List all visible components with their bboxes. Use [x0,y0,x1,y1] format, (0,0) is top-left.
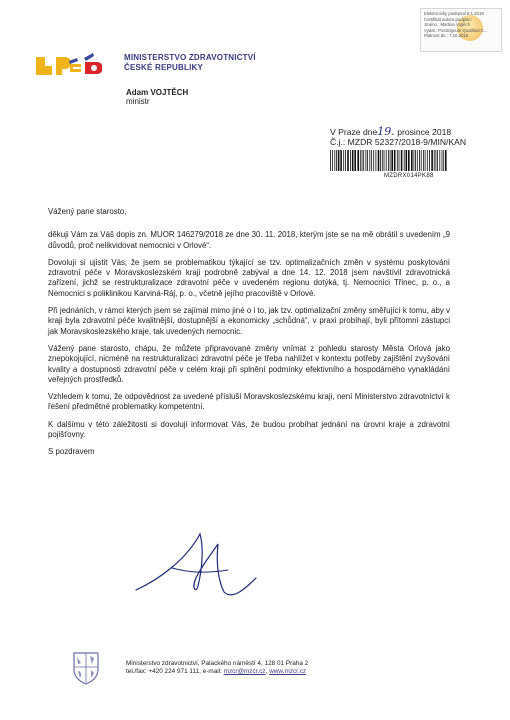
barcode-bar [330,150,331,171]
paragraph: Vzhledem k tomu, že odpovědnost za uvedené přísluší Moravskoslezskému kraji, není Ministerstvo zdravotnictví k řešení předmětné problematiky kompetentní. [48,392,450,412]
handwritten-signature [132,528,262,606]
footer-web-link[interactable]: www.mzcr.cz [269,668,307,675]
ministry-logo [36,51,102,75]
barcode-bar [415,150,416,171]
barcode-bar [399,150,400,171]
barcode-bar [369,150,370,171]
electronic-signature-stamp [420,8,502,52]
barcode-bar [394,150,396,171]
barcode-bar [343,150,344,171]
stamp-line: Certifikát autora podpisu: [424,16,472,22]
barcode-bar [347,150,349,171]
footer-contact [126,668,308,676]
barcode-bar [380,150,381,171]
barcode-bar [345,150,346,171]
paragraph: K dalšímu v této záležitosti si dovoluji informovat Vás, že budou probíhat jednání na úrovni kraje a zdravotní pojišťovny. [48,419,450,440]
letter-date [330,127,451,137]
barcode-bar [371,150,372,171]
barcode-bar [357,150,359,171]
reference-number: Č.j.: MZDR 52327/2018-9/MIN/KAN [330,137,467,147]
date-prefix: V Praze dne [330,127,378,137]
footer-address: Ministerstvo zdravotnictví, Palackého náměstí 4, 128 01 Praha 2 [126,660,309,667]
barcode-bar [437,150,438,171]
barcode-bar [338,150,340,171]
barcode-bar [436,150,437,171]
barcode-bar [340,150,342,171]
date-day-handwritten: 19. [377,125,395,138]
barcode-bar [421,150,422,171]
barcode-bar [443,150,444,171]
stamp-line: Platnost do : 7.10.2019 [424,33,469,39]
barcode-bar [442,150,443,171]
barcode-bar [366,150,367,171]
barcode-bar [429,150,430,171]
state-emblem-icon [72,651,100,685]
ministry-name [124,53,256,73]
stamp-line: Jméno : Martina Vojtěch [424,22,471,28]
barcode-bar [334,150,335,171]
barcode-bar [363,150,364,171]
barcode-bar [367,150,368,171]
barcode-bar [434,150,435,171]
stamp-line: Elektronicky podepsal 8.1.2019 [424,11,484,16]
barcode-bar [376,150,377,171]
paragraph: Vážený pane starosto, chápu, že můžete připravované změny vnímat z pohledu starosty Města Orlová jako znepokojující, nicméně na restrukturalizaci zdravotní péče je třeba nahlížet v kontextu potřeby zajištění zvyšování kvality a dostupnosti zdravotní péče v celém kraji při splnění podmínky efektivního a hospodárného vynakládání veřejných prostředků. [48,343,450,384]
barcode-bar [427,150,428,171]
barcode-bar [332,150,333,171]
paragraph: Při jednáních, v rámci kterých jsem se zajímal mimo jiné o i to, jak tzv. optimalizační změny směřující k tomu, aby v kraji byla zdravotní péče kvalitnější, dostupnější a ekonomicky „schůdná“, v praxi probíhají, byli přítomni zástupci jak Moravskoslezského kraje, tak uvedených nemocnic. [48,306,450,336]
barcode-bar [445,150,447,171]
barcode-bar [350,150,351,171]
paragraph: děkuji Vám za Váš dopis zn. MUOR 146279/2018 ze dne 30. 11. 2018, kterým jste se na mě obrátil s uvedením „9 důvodů, proč nelikvidovat nemocnici v Orlové“. [48,230,450,250]
barcode-bar [386,150,387,171]
minister-name: Adam VOJTĚCH [126,88,189,97]
closing: S pozdravem [48,447,95,457]
barcode-bar [414,150,415,171]
barcode-bar [373,150,374,171]
barcode-bar [378,150,380,171]
barcode-bar [336,150,337,171]
footer-phone: tel./fax: +420 224 971 111, e-mail: [126,668,224,675]
ministry-name-line1: MINISTERSTVO ZDRAVOTNICTVÍ [124,53,256,62]
barcode-bar [362,150,363,171]
minister-block [126,88,188,106]
barcode-bar [390,150,391,171]
date-suffix: prosince 2018 [397,127,452,137]
barcode-bar [411,150,413,171]
barcode-bar [404,150,405,171]
minister-title: ministr [126,97,150,106]
barcode-text: MZDRX014PK88 [384,173,434,179]
barcode-bar [425,150,426,171]
paragraph: Dovoluji si ujistit Vás, že jsem se problematikou týkající se tzv. optimalizačních změn v systému poskytování zdravotní péče v Moravskoslezském kraji podrobně zabýval a dne 14. 12. 2018 jsem navštívil zdravotnická zařízení, jichž se restrukturalizace zdravotní péče v uvedeném regionu dotýká, tj. Nemocnici Třinec, p. o., a Nemocnici s poliklinikou Karviná-Ráj, p. o., včetně jejího pracoviště v Orlové. [48,257,450,298]
barcode [330,150,449,171]
barcode-bar [408,150,410,171]
barcode-bar [419,150,420,171]
barcode-bar [439,150,440,171]
footer-email-link[interactable]: mzcr@mzcr.cz [223,668,266,675]
barcode-bar [360,150,361,171]
barcode-bar [391,150,393,171]
barcode-bar [397,150,398,171]
footer-separator: , [265,668,270,675]
barcode-bar [417,150,418,171]
barcode-bar [431,150,433,171]
salutation: Vážený pane starosto, [48,207,127,216]
barcode-bar [384,150,385,171]
barcode-bar [382,150,383,171]
footer [126,660,308,676]
barcode-bar [406,150,408,171]
barcode-bar [423,150,424,171]
ministry-name-line2: ČESKÉ REPUBLIKY [124,63,204,72]
letter-body [48,207,450,465]
barcode-bar [352,150,354,171]
stamp-line: Vydal : PostSignum Qualified C... [424,27,488,33]
barcode-bar [401,150,403,171]
barcode-bar [354,150,356,171]
barcode-bar [388,150,389,171]
